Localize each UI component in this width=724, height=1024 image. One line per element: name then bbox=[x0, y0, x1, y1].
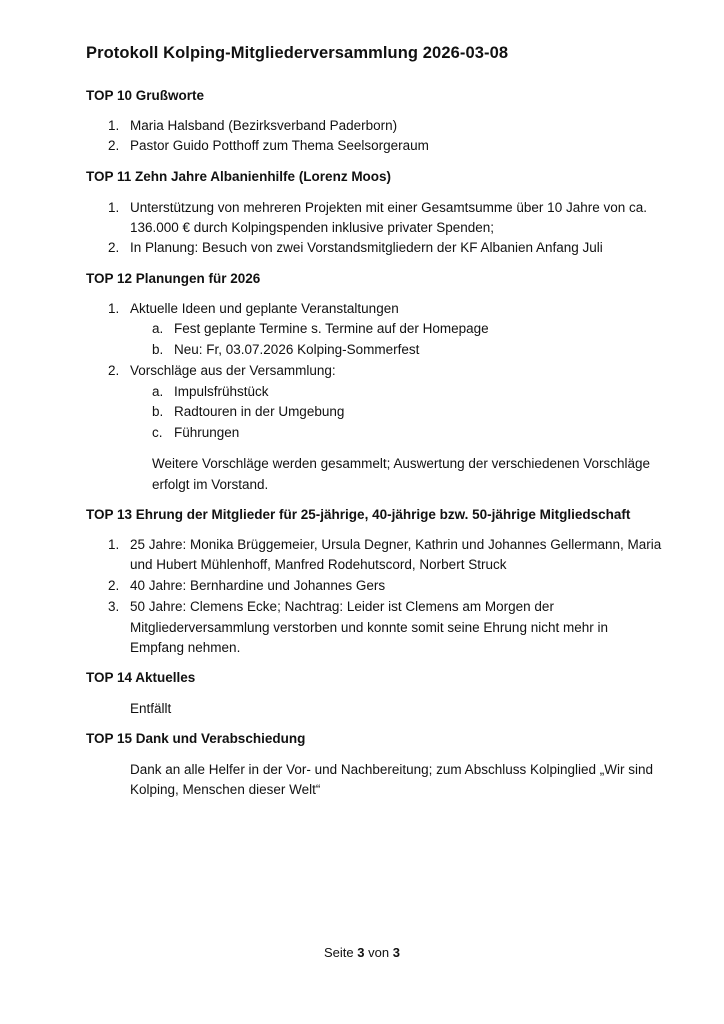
top10-heading: TOP 10 Grußworte bbox=[86, 88, 205, 103]
list-number: 2. bbox=[108, 578, 120, 593]
top14-heading: TOP 14 Aktuelles bbox=[86, 670, 196, 685]
list-number: 2. bbox=[108, 240, 120, 255]
list-item: Aktuelle Ideen und geplante Veranstaltungen bbox=[130, 301, 399, 316]
list-number: 1. bbox=[108, 301, 120, 316]
sublist-item: Fest geplante Termine s. Termine auf der Homepage bbox=[174, 321, 489, 336]
sublist-letter: b. bbox=[152, 404, 164, 419]
top14-text: Entfällt bbox=[130, 701, 172, 716]
page-title: Protokoll Kolping-Mitgliederversammlung 2026-03-08 bbox=[86, 44, 509, 62]
list-item: Vorschläge aus der Versammlung: bbox=[130, 363, 336, 378]
list-item: In Planung: Besuch von zwei Vorstandsmitgliedern der KF Albanien Anfang Juli bbox=[130, 240, 603, 255]
list-item: Unterstützung von mehreren Projekten mit einer Gesamtsumme über 10 Jahre von ca. bbox=[130, 200, 647, 215]
top13-heading: TOP 13 Ehrung der Mitglieder für 25-jährige, 40-jährige bzw. 50-jährige Mitgliedschaft bbox=[86, 507, 631, 522]
list-item: 25 Jahre: Monika Brüggemeier, Ursula Degner, Kathrin und Johannes Gellermann, Maria bbox=[130, 537, 662, 552]
footer-total-pages: 3 bbox=[392, 945, 400, 960]
list-number: 1. bbox=[108, 118, 120, 133]
sublist-item: Impulsfrühstück bbox=[174, 384, 269, 399]
footer-current-page: 3 bbox=[357, 945, 365, 960]
list-item: Maria Halsband (Bezirksverband Paderborn) bbox=[130, 118, 398, 133]
list-item-continuation: 136.000 € durch Kolpingspenden inklusive privater Spenden; bbox=[130, 220, 495, 235]
top15-text: Dank an alle Helfer in der Vor- und Nachbereitung; zum Abschluss Kolpinglied „Wir sind bbox=[130, 762, 654, 777]
list-item-continuation: und Hubert Mühlenhoff, Manfred Rodehutscord, Norbert Struck bbox=[130, 557, 507, 572]
sublist-item: Neu: Fr, 03.07.2026 Kolping-Sommerfest bbox=[174, 342, 420, 357]
list-number: 1. bbox=[108, 200, 120, 215]
list-number: 2. bbox=[108, 138, 120, 153]
sublist-letter: a. bbox=[152, 384, 164, 399]
top12-note: Weitere Vorschläge werden gesammelt; Auswertung der verschiedenen Vorschläge bbox=[152, 456, 651, 471]
footer-prefix: Seite bbox=[324, 945, 354, 960]
top12-note-continuation: erfolgt im Vorstand. bbox=[152, 477, 269, 492]
sublist-letter: b. bbox=[152, 342, 164, 357]
list-item: 40 Jahre: Bernhardine und Johannes Gers bbox=[130, 578, 386, 593]
top11-heading: TOP 11 Zehn Jahre Albanienhilfe (Lorenz Moos) bbox=[86, 169, 392, 184]
top12-heading: TOP 12 Planungen für 2026 bbox=[86, 271, 261, 286]
page-footer bbox=[0, 945, 724, 960]
list-number: 3. bbox=[108, 599, 120, 614]
sublist-item: Führungen bbox=[174, 425, 240, 440]
sublist-item: Radtouren in der Umgebung bbox=[174, 404, 345, 419]
list-item: Pastor Guido Potthoff zum Thema Seelsorgeraum bbox=[130, 138, 429, 153]
list-number: 1. bbox=[108, 537, 120, 552]
list-item-continuation: Empfang nehmen. bbox=[130, 640, 241, 655]
sublist-letter: a. bbox=[152, 321, 164, 336]
list-item-continuation: Mitgliederversammlung verstorben und konnte somit seine Ehrung nicht mehr in bbox=[130, 620, 608, 635]
top15-text-continuation: Kolping, Menschen dieser Welt“ bbox=[130, 782, 321, 797]
list-item: 50 Jahre: Clemens Ecke; Nachtrag: Leider ist Clemens am Morgen der bbox=[130, 599, 554, 614]
footer-middle: von bbox=[368, 945, 390, 960]
list-number: 2. bbox=[108, 363, 120, 378]
top15-heading: TOP 15 Dank und Verabschiedung bbox=[86, 731, 306, 746]
sublist-letter: c. bbox=[152, 425, 163, 440]
